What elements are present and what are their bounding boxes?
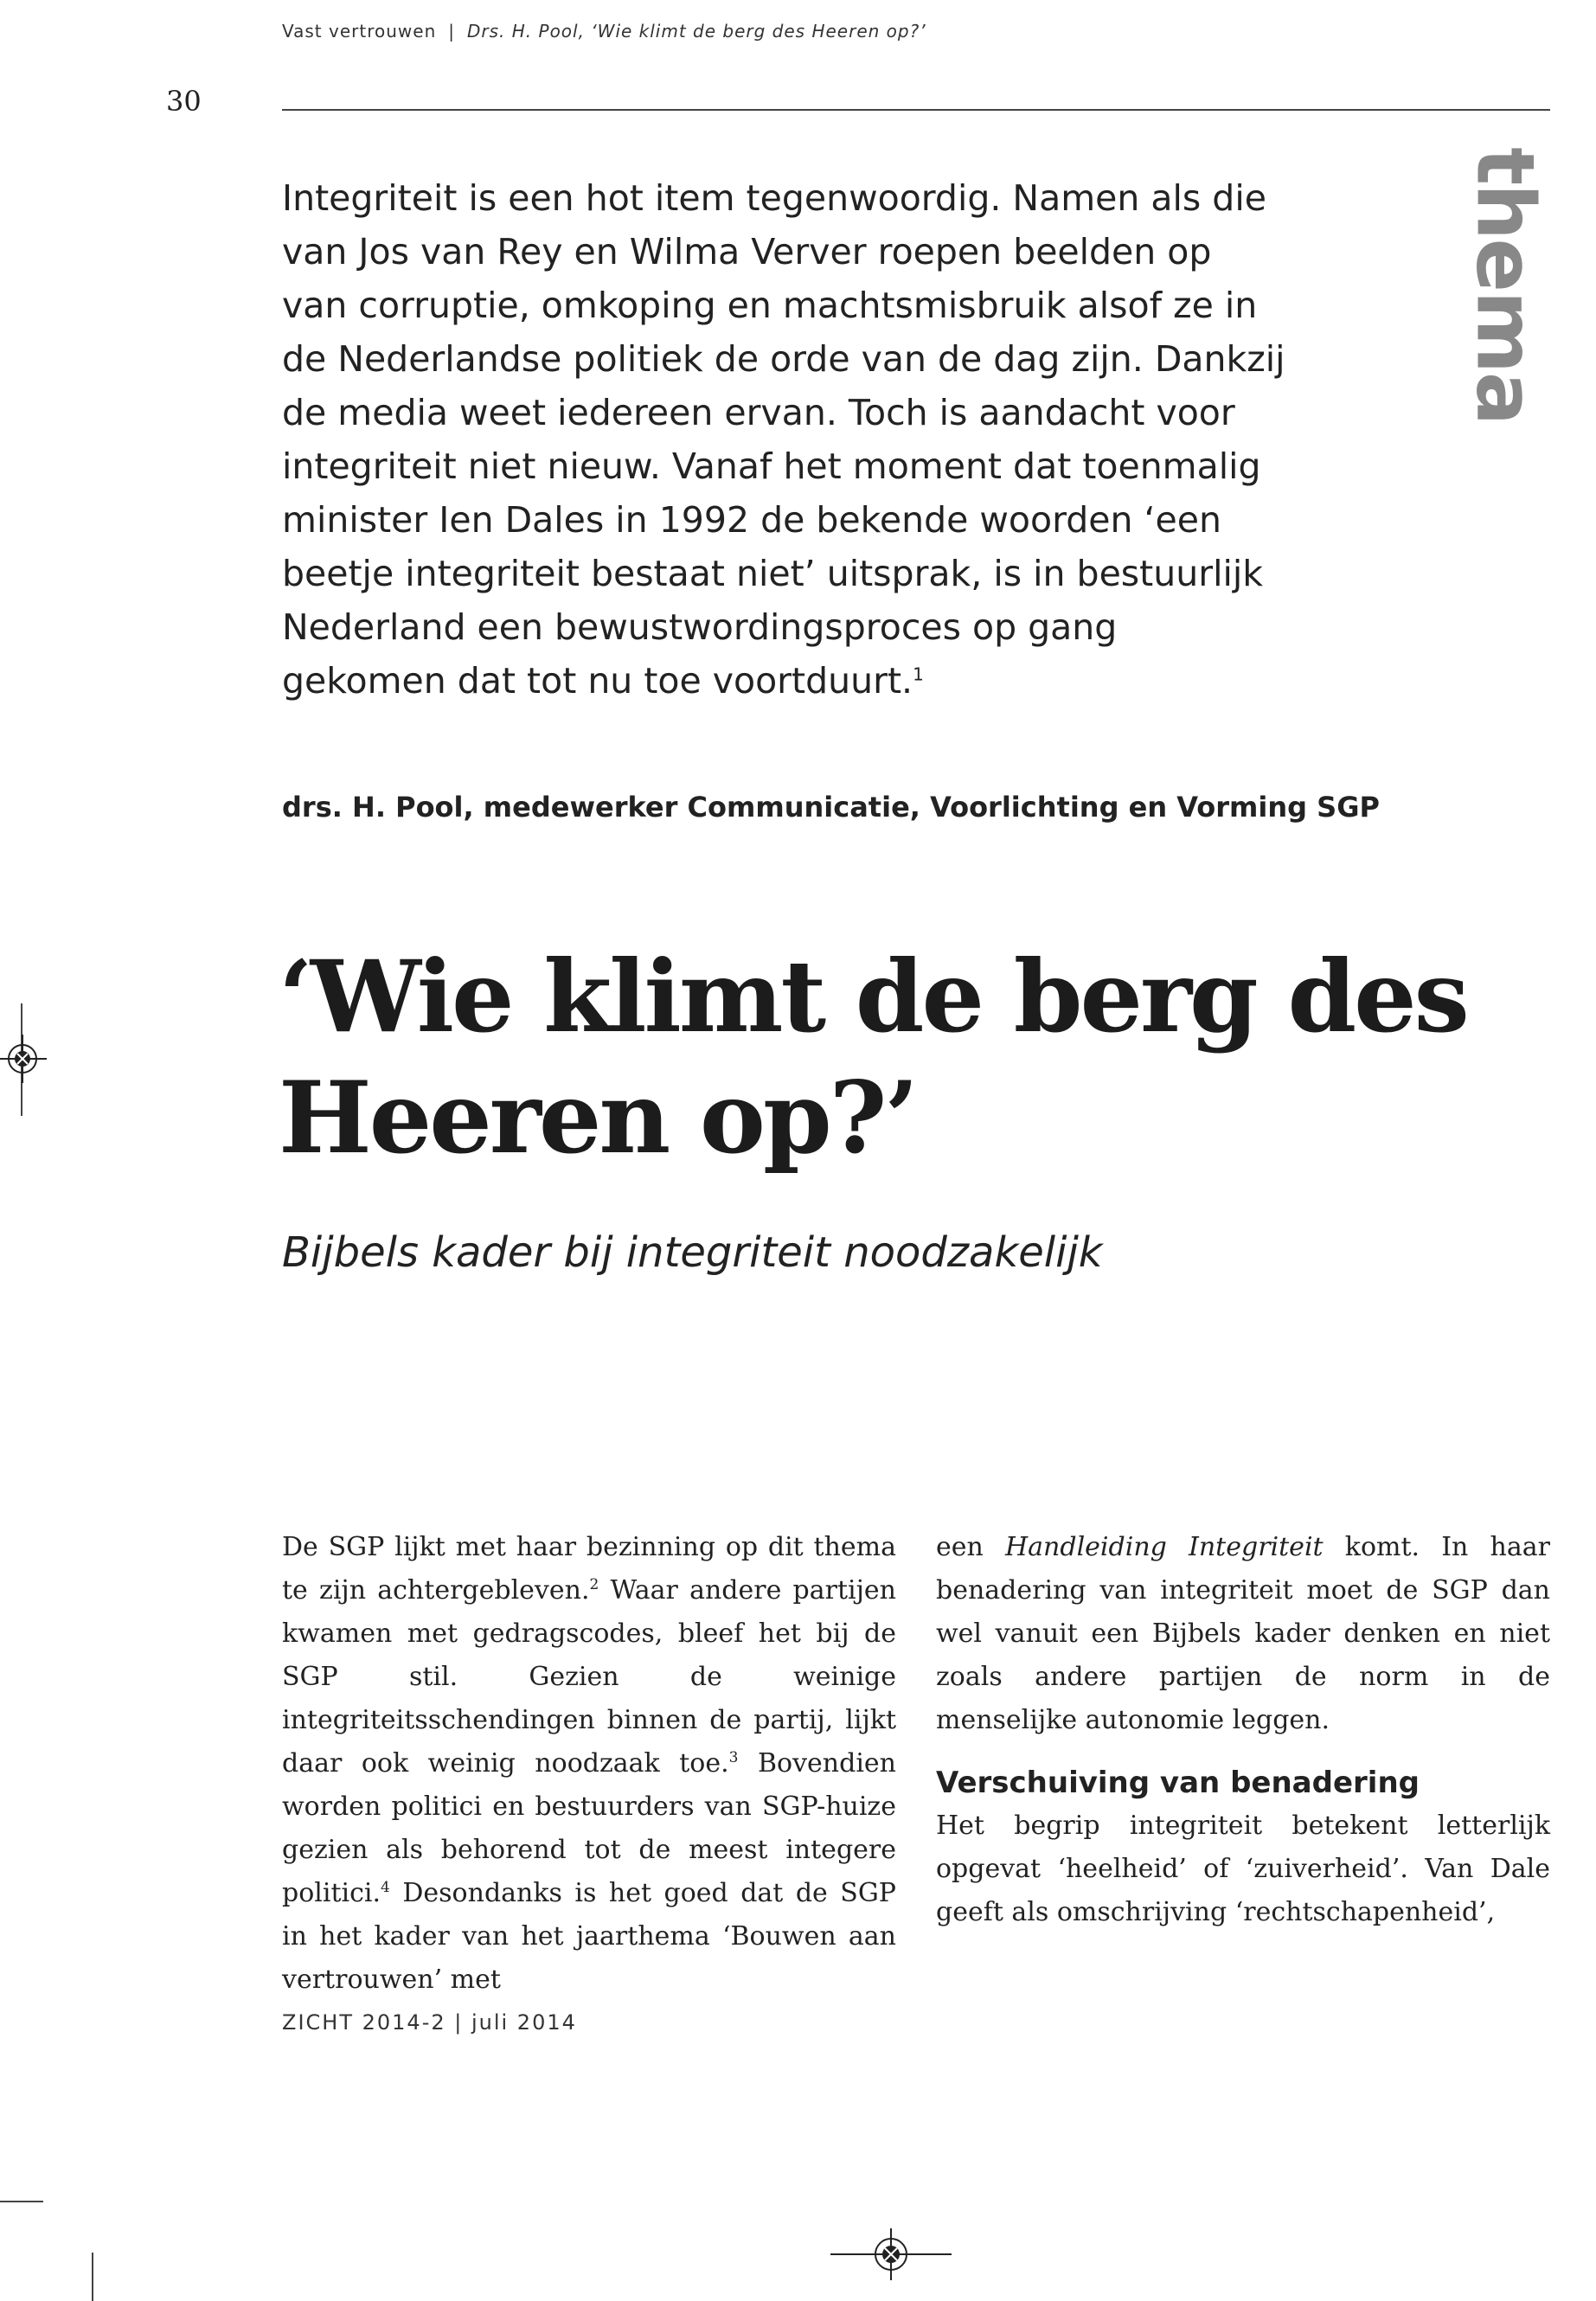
footnote-ref-3[interactable]: 3 — [728, 1749, 739, 1766]
footnote-ref-4[interactable]: 4 — [381, 1879, 390, 1896]
body-text: een — [936, 1532, 1005, 1562]
body-paragraph — [282, 1526, 896, 2002]
intro-paragraph — [282, 171, 1285, 708]
body-text: Bovendien worden politici en bestuurders van SGP-huize gezien als behorend tot de meest integere politici. — [282, 1748, 896, 1908]
body-text: Waar andere partijen kwamen met gedragscodes, bleef het bij de SGP stil. Gezien de weinige integriteitsschendingen binnen de partij, lijkt daar ook weinig noodzaak toe. — [282, 1575, 896, 1779]
crop-mark — [0, 2201, 43, 2202]
author-line: drs. H. Pool, medewerker Communicatie, Voorlichting en Vorming SGP — [282, 791, 1380, 824]
article-title: ‘Wie klimt de berg des Heeren op?’ — [279, 939, 1467, 1176]
registration-mark-icon — [830, 2228, 952, 2280]
body-paragraph — [936, 1526, 1550, 1742]
intro-text: Integriteit is een hot item tegenwoordig. Namen als die van Jos van Rey en Wilma Verver roepen beelden op van corruptie, omkoping en machtsmisbruik alsof ze in de Nederlandse politiek de orde van de dag zijn. Dankzij de media weet iedereen ervan. Toch is aandacht voor integriteit niet nieuw. Vanaf het moment dat toenmalig minister Ien Dales in 1992 de bekende woorden ‘een beetje integriteit bestaat niet’ uitsprak, is in bestuurlijk Nederland een bewustwordingsproces op gang gekomen dat tot nu toe voortduurt. — [282, 177, 1285, 702]
registration-mark-icon — [0, 1035, 47, 1083]
side-label-text: thema — [1458, 147, 1552, 424]
publication-title: Handleiding Integriteit — [1005, 1532, 1324, 1562]
page-number: 30 — [166, 85, 202, 118]
running-head — [282, 21, 926, 42]
body-text: De SGP lijkt met haar bezinning op dit thema te zijn achtergebleven. — [282, 1532, 896, 1606]
section-heading: Verschuiving van benadering — [936, 1766, 1420, 1800]
footnote-ref-2[interactable]: 2 — [589, 1576, 599, 1593]
body-column-right — [936, 1526, 1550, 1934]
crop-mark — [92, 2253, 93, 2301]
body-text: komt. In haar benadering van integriteit moet de SGP dan wel vanuit een Bijbels kader denken en niet zoals andere partijen de norm in de menselijke autonomie leggen. — [936, 1532, 1550, 1735]
running-head-article: Drs. H. Pool, ‘Wie klimt de berg des Heeren op?’ — [467, 21, 926, 42]
running-head-separator: | — [448, 21, 455, 42]
header-rule — [282, 109, 1550, 111]
running-head-publication: Vast vertrouwen — [282, 21, 437, 42]
intro-footnote-ref[interactable]: 1 — [913, 663, 924, 685]
body-text: Desondanks is het goed dat de SGP in het kader van het jaarthema ‘Bouwen aan vertrouwen’ met — [282, 1878, 896, 1995]
article-subtitle: Bijbels kader bij integriteit noodzakelijk — [282, 1228, 1103, 1277]
body-column-left — [282, 1526, 896, 2002]
footer: ZICHT 2014-2 | juli 2014 — [282, 2010, 577, 2035]
side-label — [1458, 147, 1552, 424]
body-paragraph: Het begrip integriteit betekent letterlijk opgevat ‘heelheid’ of ‘zuiverheid’. Van Dale geeft als omschrijving ‘rechtschapenheid’, — [936, 1811, 1550, 1927]
